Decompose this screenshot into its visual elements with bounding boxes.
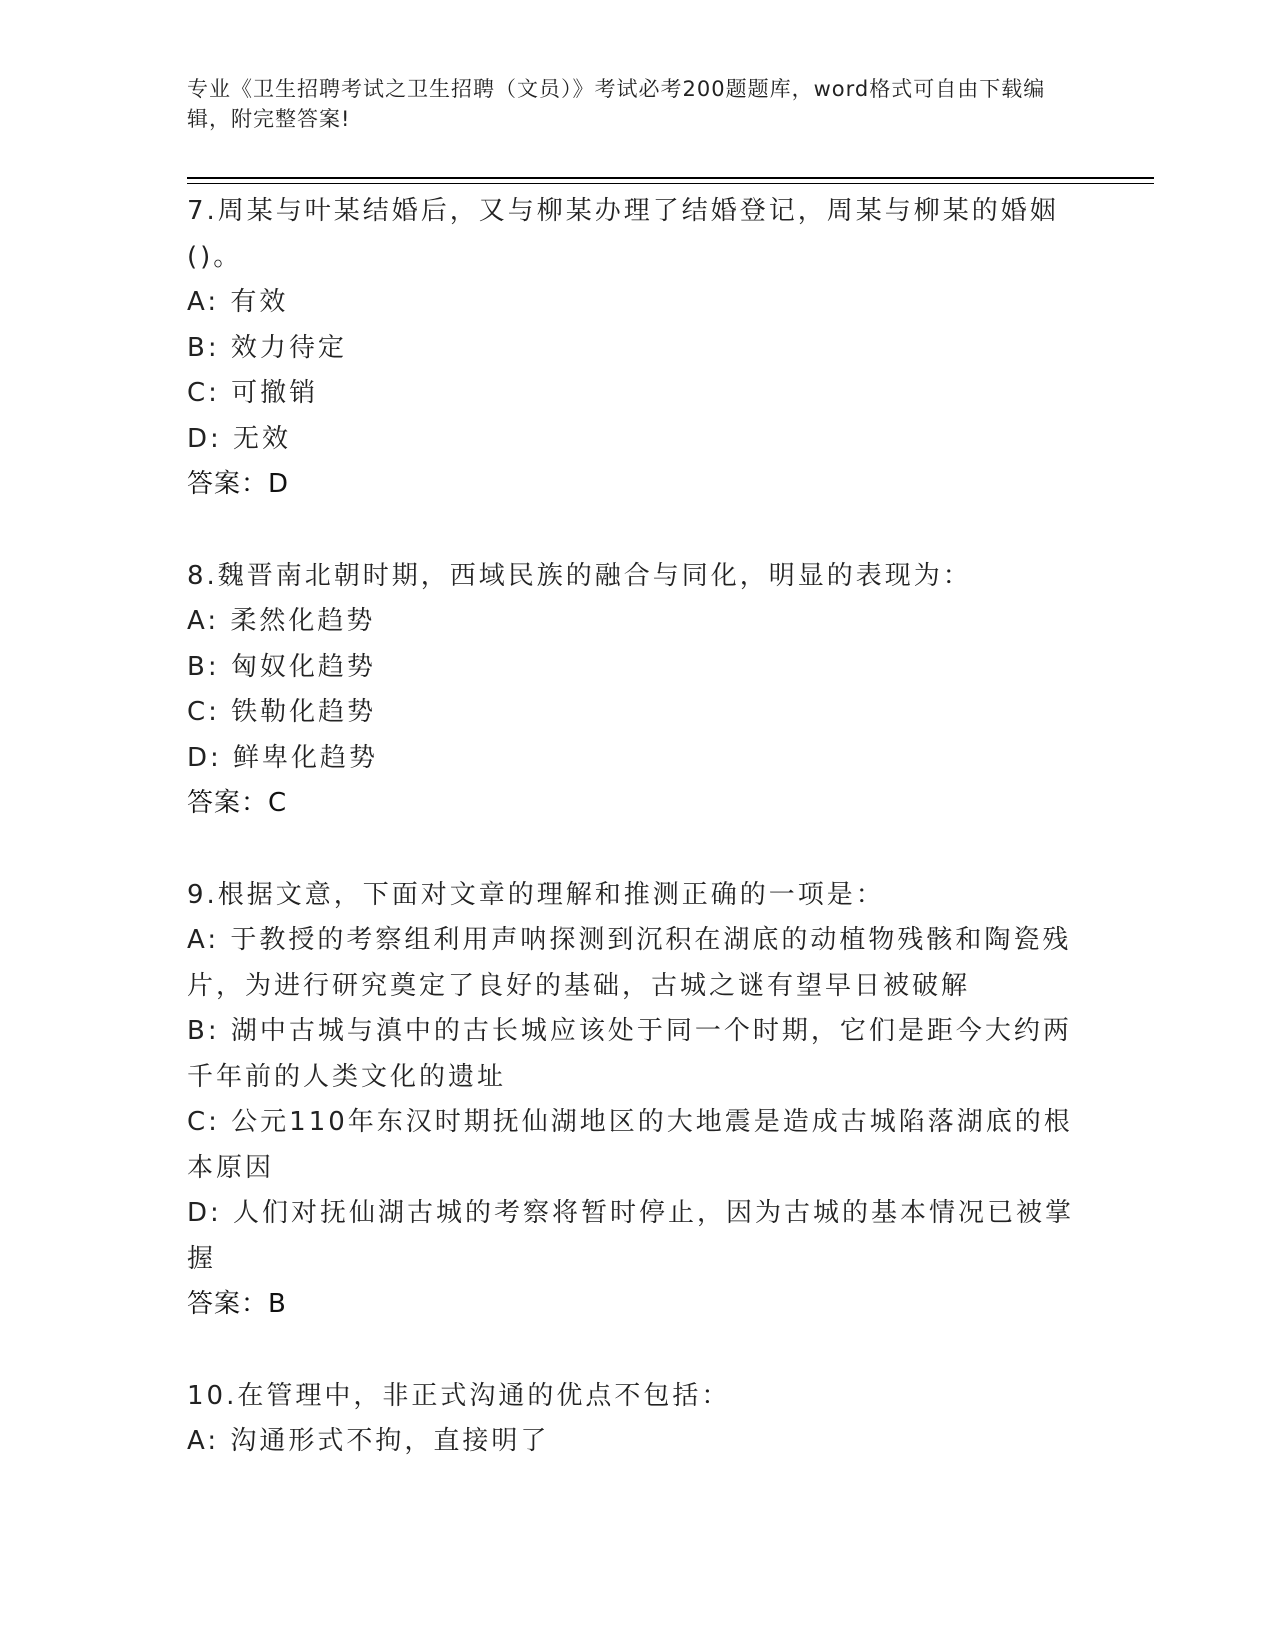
question-spacer: [187, 508, 1087, 554]
question-spacer: [187, 1328, 1087, 1374]
question-stem: 7.周某与叶某结婚后，又与柳某办理了结婚登记，周某与柳某的婚姻()。: [187, 196, 1059, 272]
header-divider-thin: [187, 183, 1154, 184]
question-7: [187, 189, 1087, 508]
question-10: [187, 1374, 1087, 1465]
document-header: 专业《卫生招聘考试之卫生招聘（文员）》考试必考200题题库，word格式可自由下载编辑，附完整答案!: [187, 77, 1046, 131]
option-b: B: 湖中古城与滇中的古长城应该处于同一个时期，它们是距今大约两千年前的人类文化的遗址: [187, 1016, 1072, 1092]
option-d: D: 无效: [187, 423, 292, 454]
question-stem: 8.魏晋南北朝时期，西域民族的融合与同化，明显的表现为：: [187, 560, 972, 591]
option-c: C: 可撤销: [187, 378, 319, 408]
option-c: C: 公元110年东汉时期抚仙湖地区的大地震是造成古城陷落湖底的根本原因: [187, 1107, 1073, 1183]
answer-line: 答案：C: [187, 788, 288, 818]
option-b: B: 效力待定: [187, 332, 347, 363]
option-c: C: 铁勒化趋势: [187, 697, 377, 727]
question-list: [187, 189, 1087, 1465]
answer-line: 答案：D: [187, 469, 290, 499]
option-d: D: 鲜卑化趋势: [187, 742, 379, 773]
option-a: A: 柔然化趋势: [187, 606, 376, 636]
option-d: D: 人们对抚仙湖古城的考察将暂时停止，因为古城的基本情况已被掌握: [187, 1198, 1075, 1274]
answer-line: 答案：B: [187, 1289, 287, 1319]
question-8: [187, 554, 1087, 827]
option-b: B: 匈奴化趋势: [187, 651, 376, 682]
question-spacer: [187, 827, 1087, 873]
question-stem: 10.在管理中，非正式沟通的优点不包括：: [187, 1380, 731, 1411]
header-divider-thick: [187, 177, 1154, 179]
option-a: A: 沟通形式不拘，直接明了: [187, 1426, 550, 1456]
question-9: [187, 873, 1087, 1328]
option-a: A: 于教授的考察组利用声呐探测到沉积在湖底的动植物残骸和陶瓷残片，为进行研究奠定了良好的基础，古城之谜有望早日被破解: [187, 925, 1072, 1001]
option-a: A: 有效: [187, 287, 289, 317]
question-stem: 9.根据文意，下面对文章的理解和推测正确的一项是：: [187, 879, 885, 910]
